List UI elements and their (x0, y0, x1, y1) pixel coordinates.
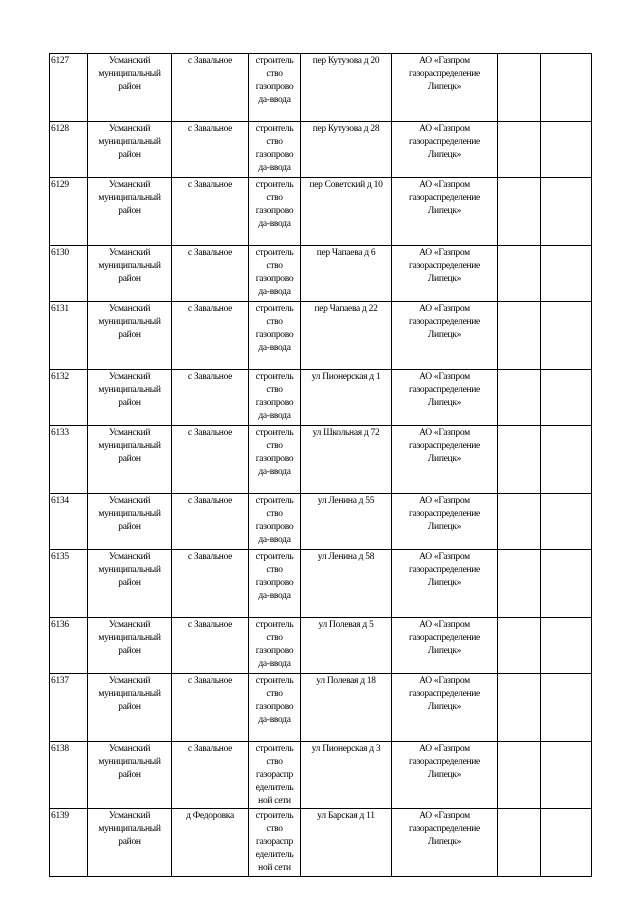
cell-locality: с Завальное (172, 674, 249, 742)
cell-address: пер Советский д 10 (301, 178, 392, 246)
cell-organization: АО «Газпром газораспределение Липецк» (392, 550, 498, 618)
cell-locality: с Завальное (172, 618, 249, 674)
cell-empty-1 (498, 426, 541, 494)
cell-organization: АО «Газпром газораспределение Липецк» (392, 302, 498, 370)
cell-work-type: строитель ство газопрово да-ввода (249, 178, 301, 246)
cell-district: Усманский муниципальный район (88, 494, 172, 550)
cell-organization: АО «Газпром газораспределение Липецк» (392, 122, 498, 178)
cell-work-type: строитель ство газопрово да-ввода (249, 246, 301, 302)
table-row (50, 178, 592, 246)
document-page (49, 53, 591, 877)
cell-address: ул Пионерская д 3 (301, 742, 392, 809)
cell-work-type: строитель ство газопрово да-ввода (249, 122, 301, 178)
cell-number: 6134 (50, 494, 88, 550)
cell-work-type: строитель ство газопрово да-ввода (249, 618, 301, 674)
cell-number: 6131 (50, 302, 88, 370)
cell-empty-2 (541, 246, 592, 302)
table-row (50, 674, 592, 742)
cell-number: 6132 (50, 370, 88, 426)
table-row (50, 246, 592, 302)
cell-locality: д Федоровка (172, 809, 249, 877)
cell-work-type: строитель ство газопрово да-ввода (249, 302, 301, 370)
cell-work-type: строитель ство газопрово да-ввода (249, 426, 301, 494)
table-body (50, 54, 592, 877)
cell-empty-1 (498, 494, 541, 550)
cell-number: 6130 (50, 246, 88, 302)
cell-empty-1 (498, 550, 541, 618)
cell-district: Усманский муниципальный район (88, 54, 172, 122)
cell-work-type: строитель ство газораспр еделитель ной сети (249, 809, 301, 877)
cell-empty-2 (541, 742, 592, 809)
cell-locality: с Завальное (172, 302, 249, 370)
cell-empty-1 (498, 302, 541, 370)
cell-number: 6135 (50, 550, 88, 618)
cell-empty-1 (498, 370, 541, 426)
cell-district: Усманский муниципальный район (88, 809, 172, 877)
cell-empty-2 (541, 302, 592, 370)
cell-address: ул Школьная д 72 (301, 426, 392, 494)
cell-organization: АО «Газпром газораспределение Липецк» (392, 426, 498, 494)
cell-empty-2 (541, 494, 592, 550)
cell-district: Усманский муниципальный район (88, 742, 172, 809)
cell-organization: АО «Газпром газораспределение Липецк» (392, 370, 498, 426)
cell-empty-2 (541, 122, 592, 178)
cell-empty-1 (498, 178, 541, 246)
cell-number: 6137 (50, 674, 88, 742)
cell-empty-2 (541, 178, 592, 246)
table-row (50, 54, 592, 122)
cell-address: пер Чапаева д 6 (301, 246, 392, 302)
cell-organization: АО «Газпром газораспределение Липецк» (392, 809, 498, 877)
cell-organization: АО «Газпром газораспределение Липецк» (392, 618, 498, 674)
cell-district: Усманский муниципальный район (88, 674, 172, 742)
table-row (50, 742, 592, 809)
cell-locality: с Завальное (172, 54, 249, 122)
cell-district: Усманский муниципальный район (88, 122, 172, 178)
cell-address: ул Ленина д 58 (301, 550, 392, 618)
cell-empty-1 (498, 122, 541, 178)
cell-district: Усманский муниципальный район (88, 302, 172, 370)
cell-number: 6136 (50, 618, 88, 674)
cell-locality: с Завальное (172, 178, 249, 246)
cell-number: 6128 (50, 122, 88, 178)
cell-empty-2 (541, 550, 592, 618)
cell-work-type: строитель ство газопрово да-ввода (249, 54, 301, 122)
cell-empty-1 (498, 674, 541, 742)
cell-empty-1 (498, 618, 541, 674)
cell-address: пер Кутузова д 20 (301, 54, 392, 122)
cell-work-type: строитель ство газопрово да-ввода (249, 370, 301, 426)
cell-work-type: строитель ство газораспр еделитель ной сети (249, 742, 301, 809)
cell-organization: АО «Газпром газораспределение Липецк» (392, 674, 498, 742)
cell-organization: АО «Газпром газораспределение Липецк» (392, 178, 498, 246)
cell-empty-1 (498, 742, 541, 809)
cell-number: 6133 (50, 426, 88, 494)
cell-locality: с Завальное (172, 246, 249, 302)
cell-empty-2 (541, 370, 592, 426)
cell-work-type: строитель ство газопрово да-ввода (249, 550, 301, 618)
table-row (50, 302, 592, 370)
cell-address: ул Барская д 11 (301, 809, 392, 877)
cell-address: ул Пионерская д 1 (301, 370, 392, 426)
table-row (50, 618, 592, 674)
cell-address: ул Полевая д 5 (301, 618, 392, 674)
cell-locality: с Завальное (172, 122, 249, 178)
cell-empty-2 (541, 54, 592, 122)
cell-district: Усманский муниципальный район (88, 618, 172, 674)
table-row (50, 550, 592, 618)
cell-empty-2 (541, 426, 592, 494)
cell-district: Усманский муниципальный район (88, 426, 172, 494)
cell-district: Усманский муниципальный район (88, 550, 172, 618)
cell-district: Усманский муниципальный район (88, 370, 172, 426)
cell-work-type: строитель ство газопрово да-ввода (249, 674, 301, 742)
cell-locality: с Завальное (172, 426, 249, 494)
cell-empty-1 (498, 54, 541, 122)
cell-locality: с Завальное (172, 550, 249, 618)
cell-number: 6139 (50, 809, 88, 877)
cell-address: ул Ленина д 55 (301, 494, 392, 550)
cell-organization: АО «Газпром газораспределение Липецк» (392, 246, 498, 302)
cell-organization: АО «Газпром газораспределение Липецк» (392, 494, 498, 550)
cell-empty-1 (498, 246, 541, 302)
cell-organization: АО «Газпром газораспределение Липецк» (392, 54, 498, 122)
cell-locality: с Завальное (172, 494, 249, 550)
table-row (50, 494, 592, 550)
cell-address: ул Полевая д 18 (301, 674, 392, 742)
cell-district: Усманский муниципальный район (88, 246, 172, 302)
table-row (50, 426, 592, 494)
cell-address: пер Кутузова д 28 (301, 122, 392, 178)
registry-table (49, 53, 592, 877)
cell-empty-2 (541, 809, 592, 877)
cell-empty-1 (498, 809, 541, 877)
table-row (50, 809, 592, 877)
cell-empty-2 (541, 674, 592, 742)
cell-number: 6129 (50, 178, 88, 246)
cell-address: пер Чапаева д 22 (301, 302, 392, 370)
cell-district: Усманский муниципальный район (88, 178, 172, 246)
cell-empty-2 (541, 618, 592, 674)
cell-work-type: строитель ство газопрово да-ввода (249, 494, 301, 550)
cell-locality: с Завальное (172, 742, 249, 809)
cell-locality: с Завальное (172, 370, 249, 426)
table-row (50, 122, 592, 178)
table-row (50, 370, 592, 426)
cell-number: 6127 (50, 54, 88, 122)
cell-number: 6138 (50, 742, 88, 809)
cell-organization: АО «Газпром газораспределение Липецк» (392, 742, 498, 809)
